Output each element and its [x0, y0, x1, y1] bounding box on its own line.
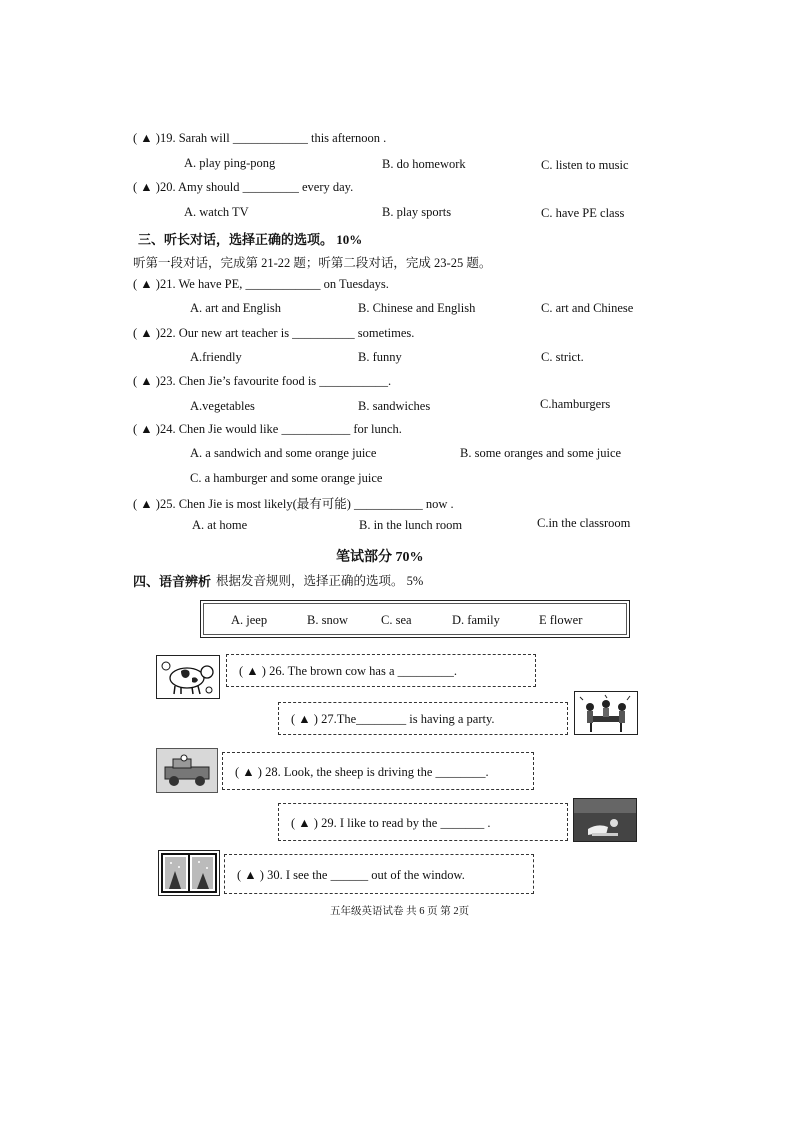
q21-option-b: B. Chinese and English: [358, 301, 476, 315]
option-e: E flower: [539, 613, 583, 627]
jeep-picture: [156, 748, 218, 793]
section4-instruction: 根据发音规则，选择正确的选项。 5%: [216, 574, 424, 588]
q25-stem: ( ▲ )25. Chen Jie is most likely(最有可能) ___________ now .: [133, 497, 454, 511]
q21-stem: ( ▲ )21. We have PE, ____________ on Tuesdays.: [133, 277, 389, 291]
cow-picture: [156, 655, 220, 699]
q27-text: ( ▲ ) 27.The________ is having a party.: [291, 712, 495, 726]
q24-option-c: C. a hamburger and some orange juice: [190, 471, 383, 485]
section3-title: 三、听长对话，选择正确的选项。 10%: [138, 232, 363, 247]
q29-box: [278, 803, 568, 841]
option-d: D. family: [452, 613, 500, 627]
q19-option-b: B. do homework: [382, 157, 466, 171]
q23-stem: ( ▲ )23. Chen Jie’s favourite food is ___________.: [133, 374, 392, 388]
q24-option-a: A. a sandwich and some orange juice: [190, 446, 377, 460]
section3-instruction: 听第一段对话，完成第 21-22 题；听第二段对话，完成 23-25 题。: [133, 256, 492, 270]
options-box: [200, 600, 630, 638]
q20-option-a: A. watch TV: [184, 205, 249, 219]
option-c: C. sea: [381, 613, 412, 627]
q30-box: [224, 854, 534, 894]
q26-text: ( ▲ ) 26. The brown cow has a _________.: [239, 664, 458, 678]
sea-picture: [573, 798, 637, 842]
q22-option-c: C. strict.: [541, 350, 584, 364]
section4-title: 四、语音辨析: [133, 574, 212, 589]
q23-option-b: B. sandwiches: [358, 399, 431, 413]
q19-option-c: C. listen to music: [541, 158, 629, 172]
q24-stem: ( ▲ )24. Chen Jie would like ___________ for lunch.: [133, 422, 402, 436]
q24-option-b: B. some oranges and some juice: [460, 446, 622, 460]
q20-option-b: B. play sports: [382, 205, 452, 219]
written-part-title: 笔试部分 70%: [336, 550, 424, 565]
q27-box: [278, 702, 568, 735]
q29-text: ( ▲ ) 29. I like to read by the _______ .: [291, 816, 491, 830]
option-a: A. jeep: [231, 613, 268, 627]
q30-text: ( ▲ ) 30. I see the ______ out of the window.: [237, 868, 465, 882]
q28-text: ( ▲ ) 28. Look, the sheep is driving the ________.: [235, 765, 489, 779]
q28-box: [222, 752, 534, 790]
q23-option-c: C.hamburgers: [540, 397, 611, 411]
q25-option-b: B. in the lunch room: [359, 518, 463, 532]
q20-option-c: C. have PE class: [541, 206, 625, 220]
snow-window-picture: [158, 850, 220, 896]
page-footer: 五年级英语试卷 共 6 页 第 2页: [330, 906, 470, 917]
q19-option-a: A. play ping-pong: [184, 156, 276, 170]
q25-option-c: C.in the classroom: [537, 516, 631, 530]
q19-stem: ( ▲ )19. Sarah will ____________ this afternoon .: [133, 131, 387, 145]
q23-option-a: A.vegetables: [190, 399, 255, 413]
q21-option-a: A. art and English: [190, 301, 281, 315]
q26-box: [226, 654, 536, 687]
q22-stem: ( ▲ )22. Our new art teacher is __________ sometimes.: [133, 326, 415, 340]
option-b: B. snow: [307, 613, 348, 627]
q20-stem: ( ▲ )20. Amy should _________ every day.: [133, 180, 354, 194]
q22-option-a: A.friendly: [190, 350, 242, 364]
family-party-picture: [574, 691, 638, 735]
q21-option-c: C. art and Chinese: [541, 301, 634, 315]
q25-option-a: A. at home: [192, 518, 248, 532]
q22-option-b: B. funny: [358, 350, 402, 364]
